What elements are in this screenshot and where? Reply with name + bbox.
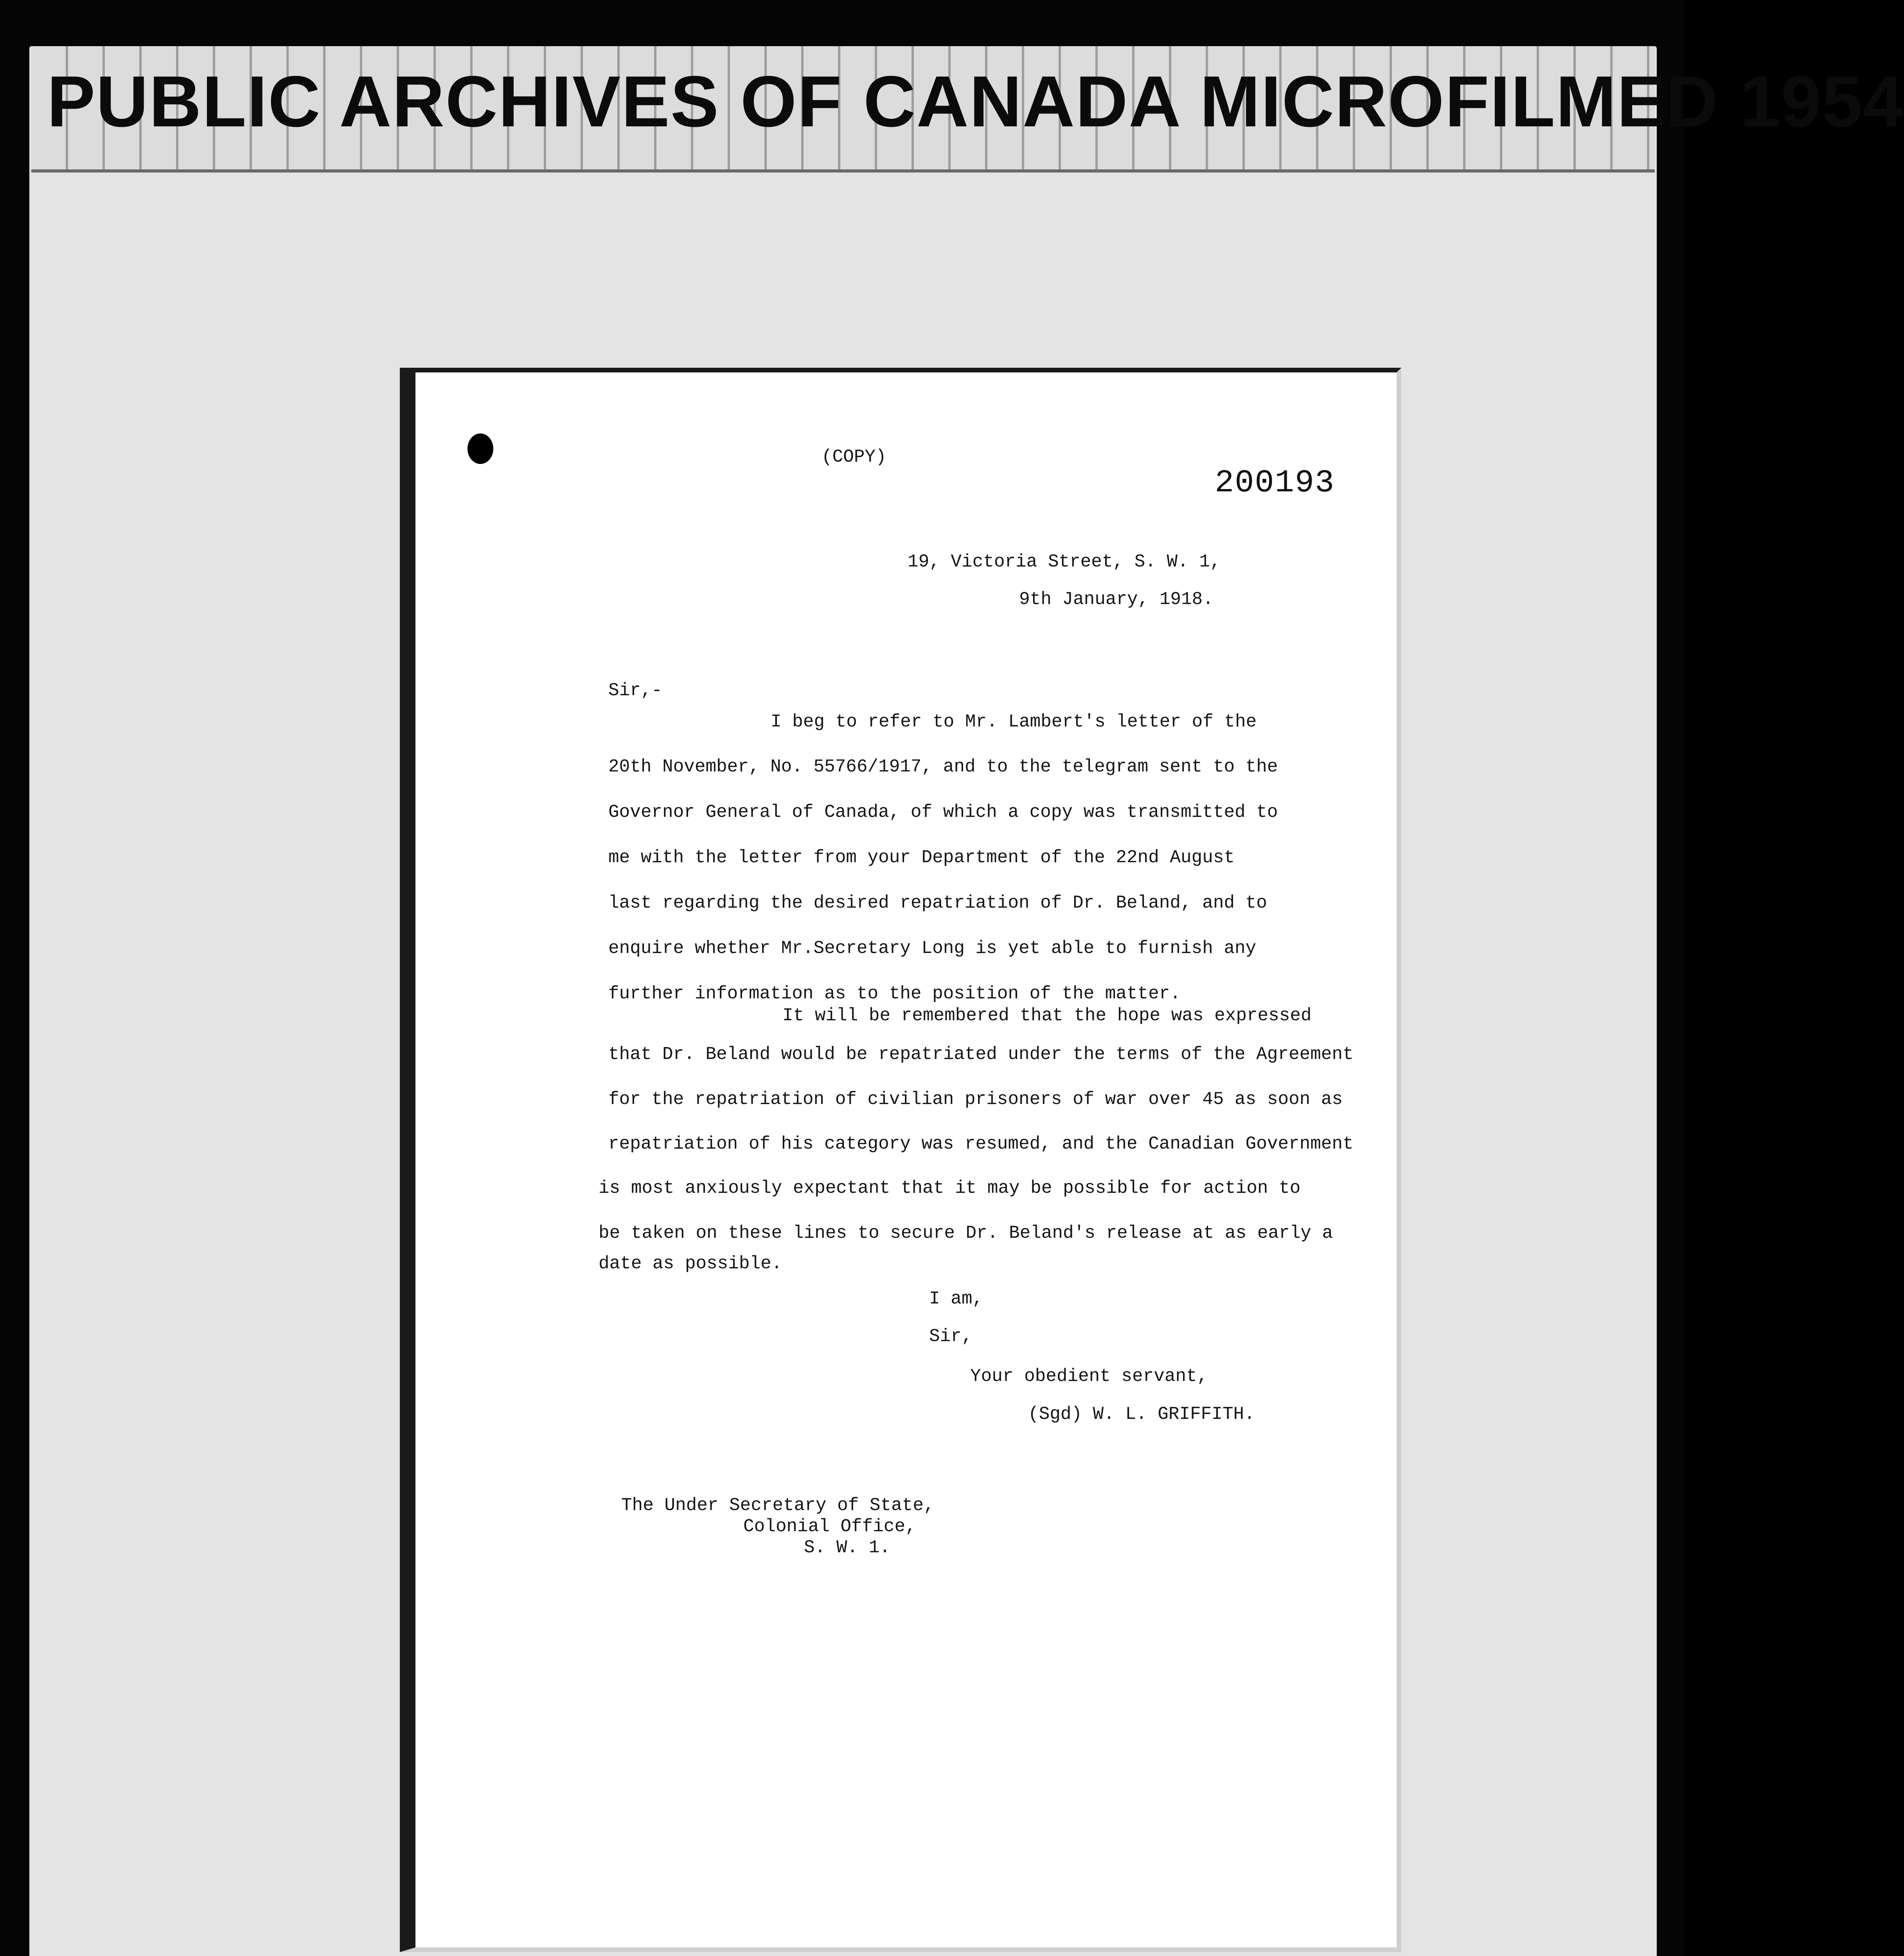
recipient-line: The Under Secretary of State, bbox=[621, 1495, 935, 1516]
address-line: 19, Victoria Street, S. W. 1, bbox=[908, 552, 1221, 572]
body-line: date as possible. bbox=[599, 1253, 782, 1274]
archive-banner-text: PUBLIC ARCHIVES OF CANADA MICROFILMED 1954 bbox=[47, 61, 1904, 142]
closing-i-am: I am, bbox=[929, 1289, 983, 1309]
signature: (Sgd) W. L. GRIFFITH. bbox=[1028, 1404, 1255, 1424]
body-line: 20th November, No. 55766/1917, and to the telegram sent to the bbox=[608, 757, 1278, 777]
body-line: enquire whether Mr.Secretary Long is yet able to furnish any bbox=[608, 938, 1257, 958]
body-line: It will be remembered that the hope was expressed bbox=[782, 1005, 1312, 1026]
body-line: be taken on these lines to secure Dr. Beland's release at as early a bbox=[599, 1223, 1333, 1243]
letter-page bbox=[400, 368, 1401, 1952]
body-line: Governor General of Canada, of which a copy was transmitted to bbox=[608, 802, 1278, 822]
body-line: further information as to the position of the matter. bbox=[608, 983, 1181, 1004]
closing-sir: Sir, bbox=[929, 1326, 973, 1347]
body-line: repatriation of his category was resumed, and the Canadian Government bbox=[608, 1134, 1354, 1154]
body-line: I beg to refer to Mr. Lambert's letter of the bbox=[771, 712, 1257, 732]
body-line: is most anxiously expectant that it may be possible for action to bbox=[599, 1178, 1301, 1198]
copy-mark: (COPY) bbox=[822, 447, 886, 467]
body-line: me with the letter from your Department of the 22nd August bbox=[608, 847, 1235, 868]
date-line: 9th January, 1918. bbox=[1019, 589, 1214, 609]
reference-number: 200193 bbox=[1215, 465, 1335, 501]
salutation: Sir,- bbox=[608, 680, 663, 701]
body-line: for the repatriation of civilian prisoners of war over 45 as soon as bbox=[608, 1089, 1343, 1109]
body-line: that Dr. Beland would be repatriated under the terms of the Agreement bbox=[608, 1044, 1354, 1064]
recipient-line: S. W. 1. bbox=[804, 1537, 890, 1558]
recipient-line: Colonial Office, bbox=[743, 1516, 916, 1537]
body-line: last regarding the desired repatriation of Dr. Beland, and to bbox=[608, 893, 1267, 913]
closing-servant: Your obedient servant, bbox=[970, 1366, 1208, 1386]
punch-hole bbox=[467, 433, 493, 464]
